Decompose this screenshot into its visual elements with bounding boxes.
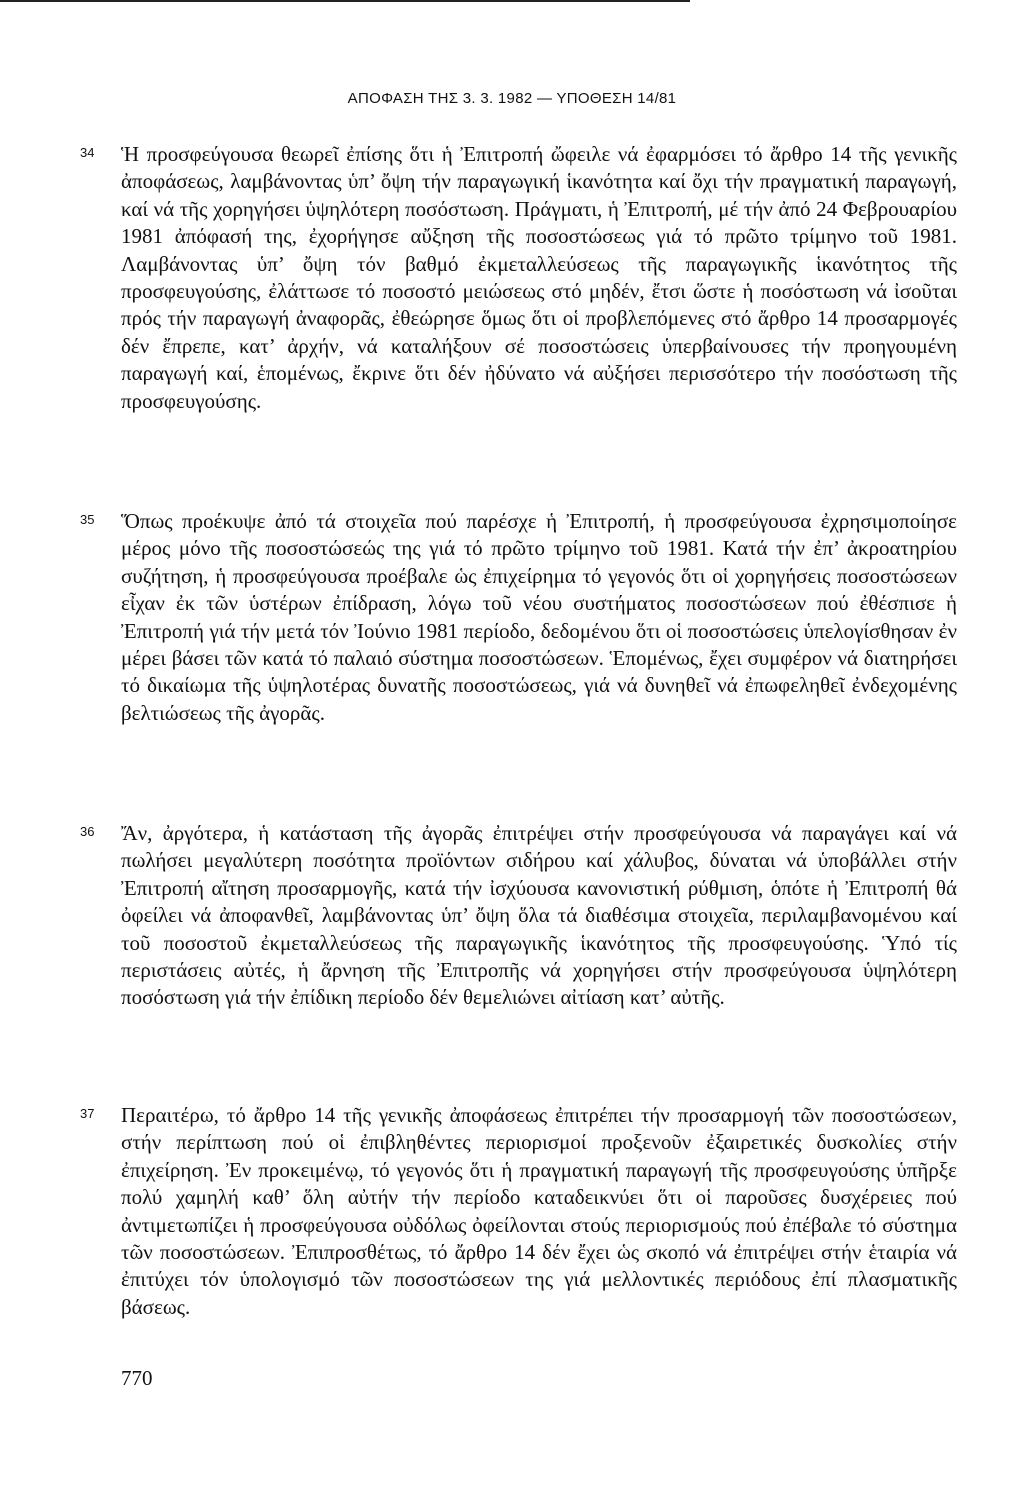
paragraph-text: Περαιτέρω, τό ἄρθρο 14 τῆς γενικῆς ἀποφάσεως ἐπιτρέπει τήν προσαρμογή τῶν ποσοστώσεων, στήν περίπτωση πού οἱ ἐπιβληθέντες περιορισμοί προξενοῦν ἐξαιρετικές δυσκολίες στήν ἐπιχείρηση. Ἐν προκειμένῳ, τό γεγονός ὅτι ἡ πραγματική παραγωγή τῆς προσφευγούσης ὑπῆρξε πολύ χαμηλή καθ’ ὅλη αὐτήν τήν περίοδο καταδεικνύει ὅτι οἱ παροῦσες δυσχέρειες πού ἀντιμετωπίζει ἡ προσφεύγουσα οὐδόλως ὀφείλονται στούς περιορισμούς πού ἐπέβαλε τό σύστημα τῶν ποσοστώσεων. Ἐπιπροσθέτως, τό ἄρθρο 14 δέν ἔχει ὡς σκοπό νά ἐπιτρέψει στήν ἑταιρία νά ἐπιτύχει τόν ὑπολογισμό τῶν ποσοστώσεων της γιά μελλοντικές περιόδους ἐπί πλασματικῆς βάσεως.: [121, 1103, 957, 1319]
paragraph-text: Ἄν, ἀργότερα, ἡ κατάσταση τῆς ἀγορᾶς ἐπιτρέψει στήν προσφεύγουσα νά παραγάγει καί νά πωλήσει μεγαλύτερη ποσότητα προϊόντων σιδήρου καί χάλυβος, δύναται νά ὑποβάλλει στήν Ἐπιτροπή αἴτηση προσαρμογῆς, κατά τήν ἰσχύουσα κανονιστική ρύθμιση, ὁπότε ἡ Ἐπιτροπή θά ὀφείλει νά ἀποφανθεῖ, λαμβάνοντας ὑπ’ ὄψη ὅλα τά διαθέσιμα στοιχεῖα, περιλαμβανομένου καί τοῦ ποσοστοῦ ἐκμεταλλεύσεως τῆς παραγωγικῆς ἱκανότητος τῆς προσφευγούσης. Ὑπό τίς περιστάσεις αὐτές, ἡ ἄρνηση τῆς Ἐπιτροπῆς νά χορηγήσει στήν προσφεύγουσα ὑψηλότερη ποσόστωση γιά τήν ἐπίδικη περίοδο δέν θεμελιώνει αἰτίαση κατ’ αὐτῆς.: [121, 821, 957, 1010]
top-rule: [0, 0, 690, 2]
paragraph-text: Ὅπως προέκυψε ἀπό τά στοιχεῖα πού παρέσχε ἡ Ἐπιτροπή, ἡ προσφεύγουσα ἐχρησιμοποίησε μέρος μόνο τῆς ποσοστώσεώς της γιά τό πρῶτο τρίμηνο τοῦ 1981. Κατά τήν ἐπ’ ἀκροατηρίου συζήτηση, ἡ προσφεύγουσα προέβαλε ὡς ἐπιχείρημα τό γεγονός ὅτι οἱ χορηγήσεις ποσοστώσεων εἶχαν ἐκ τῶν ὑστέρων ἐπίδραση, λόγω τοῦ νέου συστήματος ποσοστώσεων πού ἐθέσπισε ἡ Ἐπιτροπή γιά τήν μετά τόν Ἰούνιο 1981 περίοδο, δεδομένου ὅτι οἱ ποσοστώσεις ὑπελογίσθησαν ἐν μέρει βάσει τῶν κατά τό παλαιό σύστημα ποσοστώσεων. Ἑπομένως, ἔχει συμφέρον νά διατηρήσει τό δικαίωμα τῆς ὑψηλοτέρας δυνατῆς ποσοστώσεως, γιά νά δυνηθεῖ νά ἐπωφεληθεῖ ἐνδεχομένης βελτιώσεως τῆς ἀγορᾶς.: [121, 509, 957, 725]
paragraph-text: Ἡ προσφεύγουσα θεωρεῖ ἐπίσης ὅτι ἡ Ἐπιτροπή ὤφειλε νά ἐφαρμόσει τό ἄρθρο 14 τῆς γενικῆς ἀποφάσεως, λαμβάνοντας ὑπ’ ὄψη τήν παραγωγική ἱκανότητα καί ὄχι τήν πραγματική παραγωγή, καί νά τῆς χορηγήσει ὑψηλότερη ποσόστωση. Πράγματι, ἡ Ἐπιτροπή, μέ τήν ἀπό 24 Φεβρουαρίου 1981 ἀπόφασή της, ἐχορήγησε αὔξηση τῆς ποσοστώσεως γιά τό πρῶτο τρίμηνο τοῦ 1981. Λαμβάνοντας ὑπ’ ὄψη τόν βαθμό ἐκμεταλλεύσεως τῆς παραγωγικῆς ἱκανότητος τῆς προσφευγούσης, ἐλάττωσε τό ποσοστό μειώσεως στό μηδέν, ἔτσι ὥστε ἡ ποσόστωση νά ἰσοῦται πρός τήν παραγωγή ἀναφορᾶς, ἐθεώρησε ὅμως ὅτι οἱ προβλεπόμενες στό ἄρθρο 14 προσαρμογές δέν ἔπρεπε, κατ’ ἀρχήν, νά καταλήξουν σέ ποσοστώσεις ὑπερβαίνουσες τήν προηγουμένη παραγωγή καί, ἑπομένως, ἔκρινε ὅτι δέν ἠδύνατο νά αὐξήσει περισσότερο τήν ποσόστωση τῆς προσφευγούσης.: [121, 142, 957, 413]
paragraph-number: 36: [80, 824, 95, 839]
page-number: 770: [121, 1366, 153, 1390]
paragraph-number: 37: [80, 1106, 95, 1121]
paragraph-number: 35: [80, 512, 95, 527]
paragraph-number: 34: [80, 145, 95, 160]
running-header: ΑΠΟΦΑΣΗ ΤΗΣ 3. 3. 1982 — ΥΠΟΘΕΣΗ 14/81: [347, 90, 677, 107]
